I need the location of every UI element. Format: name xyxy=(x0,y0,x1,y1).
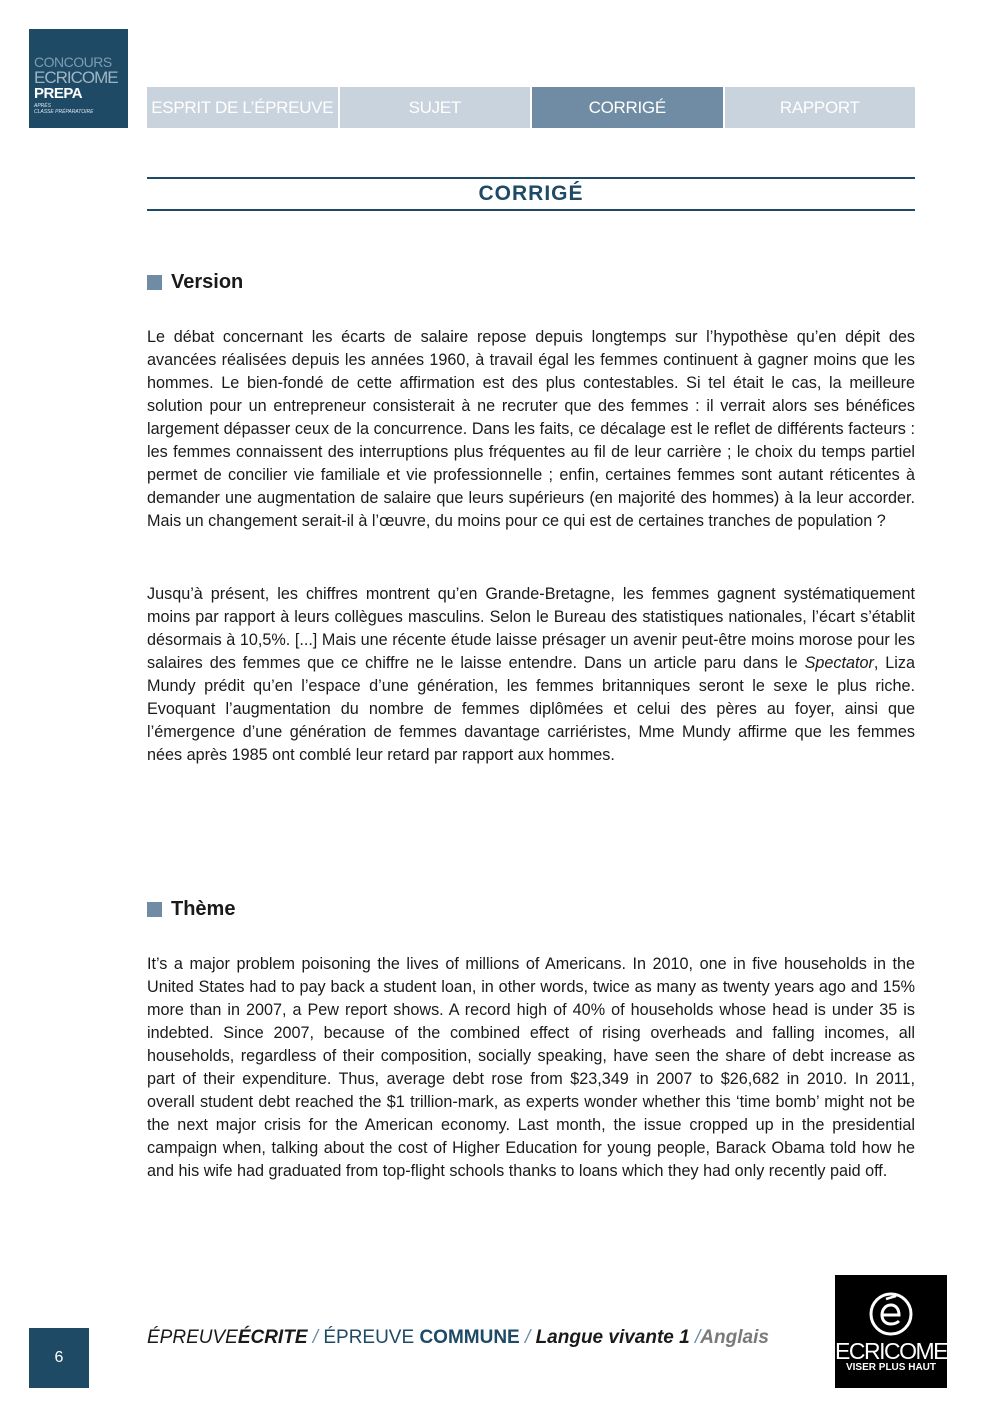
logo-line-classe: CLASSE PRÉPARATOIRE xyxy=(34,109,94,115)
spectator-title: Spectator xyxy=(804,654,874,672)
footer-epreuve-2: ÉPREUVE xyxy=(323,1327,415,1348)
theme-heading xyxy=(147,898,235,921)
brand-name: ECRICOME xyxy=(835,1338,947,1364)
version-paragraph-2-part-a: Jusqu’à présent, les chiffres montrent qu’en Grande-Bretagne, les femmes gagnent systématiquement moins par rapport à leurs collègues masculins. Selon le Bureau des statistiques nationales, l’écart s’établit désormais à 10,5%. [...] Mais une récente étude laisse présager un avenir peut-être moins morose pour les salaires des femmes que ce chiffre ne le laisse entendre. Dans un article paru dans le xyxy=(147,585,915,672)
footer-separator: / xyxy=(307,1327,324,1348)
theme-paragraph-1: It’s a major problem poisoning the lives of millions of Americans. In 2010, one in five households in the United States had to pay back a student loan, in other words, twice as many as twenty years ago and 15% more than in 2007, a Pew report shows. A record high of 40% of households whose head is under 35 is indebted. Since 2007, because of the combined effect of rising overheads and falling incomes, all households, regardless of their composition, socially speaking, have seen the share of debt increase as part of their expenditure. Thus, average debt rose from $23,349 in 2007 to $26,682 in 2010. In 2011, overall student debt reached the $1 trillion-mark, as experts wonder whether this ‘time bomb’ might not be the next major crisis for the American economy. Last month, the issue cropped up in the presidential campaign when, talking about the cost of Higher Education for young people, Barack Obama told how he and his wife had graduated from top-flight schools thanks to loans which they had only recently paid off. xyxy=(147,955,915,1180)
section-tabs xyxy=(147,87,915,128)
theme-heading-text: Thème xyxy=(171,898,236,920)
tab-esprit[interactable]: ESPRIT DE L’ÉPREUVE xyxy=(147,87,338,128)
square-bullet-icon xyxy=(147,275,162,290)
tab-rapport[interactable]: RAPPORT xyxy=(725,87,916,128)
tab-corrige[interactable]: CORRIGÉ xyxy=(532,87,723,128)
footer-epreuve: ÉPREUVE xyxy=(147,1327,238,1348)
page-number: 6 xyxy=(29,1328,89,1388)
footer-anglais: Anglais xyxy=(700,1327,769,1348)
square-bullet-icon xyxy=(147,902,162,917)
brand-tagline: VISER PLUS HAUT xyxy=(845,1362,936,1373)
footer-separator: / xyxy=(519,1327,536,1348)
logo-line-prepa: PREPA xyxy=(34,85,83,102)
version-paragraph-2 xyxy=(147,583,915,767)
version-paragraph-2-part-b: , Liza Mundy prédit qu’en l’espace d’une génération, les femmes britanniques seront le sexe le plus riche. Evoquant l’augmentation du nombre de femmes diplômées et celui des pères au foyer, ainsi que l’émergence d’une génération de femmes davantage carriéristes, Mme Mundy affirme que les femmes nées après 1985 ont comblé leur retard par rapport aux hommes. xyxy=(147,654,915,764)
logo-line-ecricome: ECRICOME xyxy=(34,68,118,87)
footer-exam-label xyxy=(147,1326,769,1350)
version-heading xyxy=(147,271,243,294)
ecricome-e-icon xyxy=(866,1289,916,1339)
concours-logo xyxy=(29,29,128,128)
version-paragraph-1: Le débat concernant les écarts de salaire repose depuis longtemps sur l’hypothèse qu’en dépit des avancées réalisées depuis les années 1960, à travail égal les femmes continuent à gagner moins que les hommes. Le bien-fondé de cette affirmation est des plus contestables. Si tel était le cas, la meilleure solution pour un entrepreneur consisterait à ne recruter que des femmes : il verrait alors ses bénéfices largement dépasser ceux de la concurrence. Dans les faits, ce décalage est le reflet de différents facteurs : les femmes connaissent des interruptions plus fréquentes au fil de leur carrière ; le choix du temps partiel permet de concilier vie familiale et vie professionnelle ; enfin, certaines femmes sont autant réticentes à demander une augmentation de salaire que leurs supérieurs (en majorité des hommes) à la leur accorder. Mais un changement serait-il à l’œuvre, du moins pour ce qui est de certaines tranches de population ? xyxy=(147,328,915,530)
page-title: CORRIGÉ xyxy=(147,177,915,211)
footer-commune: COMMUNE xyxy=(419,1327,520,1348)
version-heading-text: Version xyxy=(171,271,244,293)
footer-separator: / xyxy=(689,1327,701,1348)
tab-sujet[interactable]: SUJET xyxy=(340,87,531,128)
logo-line-concours: CONCOURS xyxy=(34,54,112,70)
footer-ecrite: ÉCRITE xyxy=(237,1327,308,1348)
logo-line-apres: APRÈS xyxy=(34,103,51,109)
footer-langue: Langue vivante 1 xyxy=(535,1327,690,1348)
ecricome-brand-logo xyxy=(835,1275,947,1388)
